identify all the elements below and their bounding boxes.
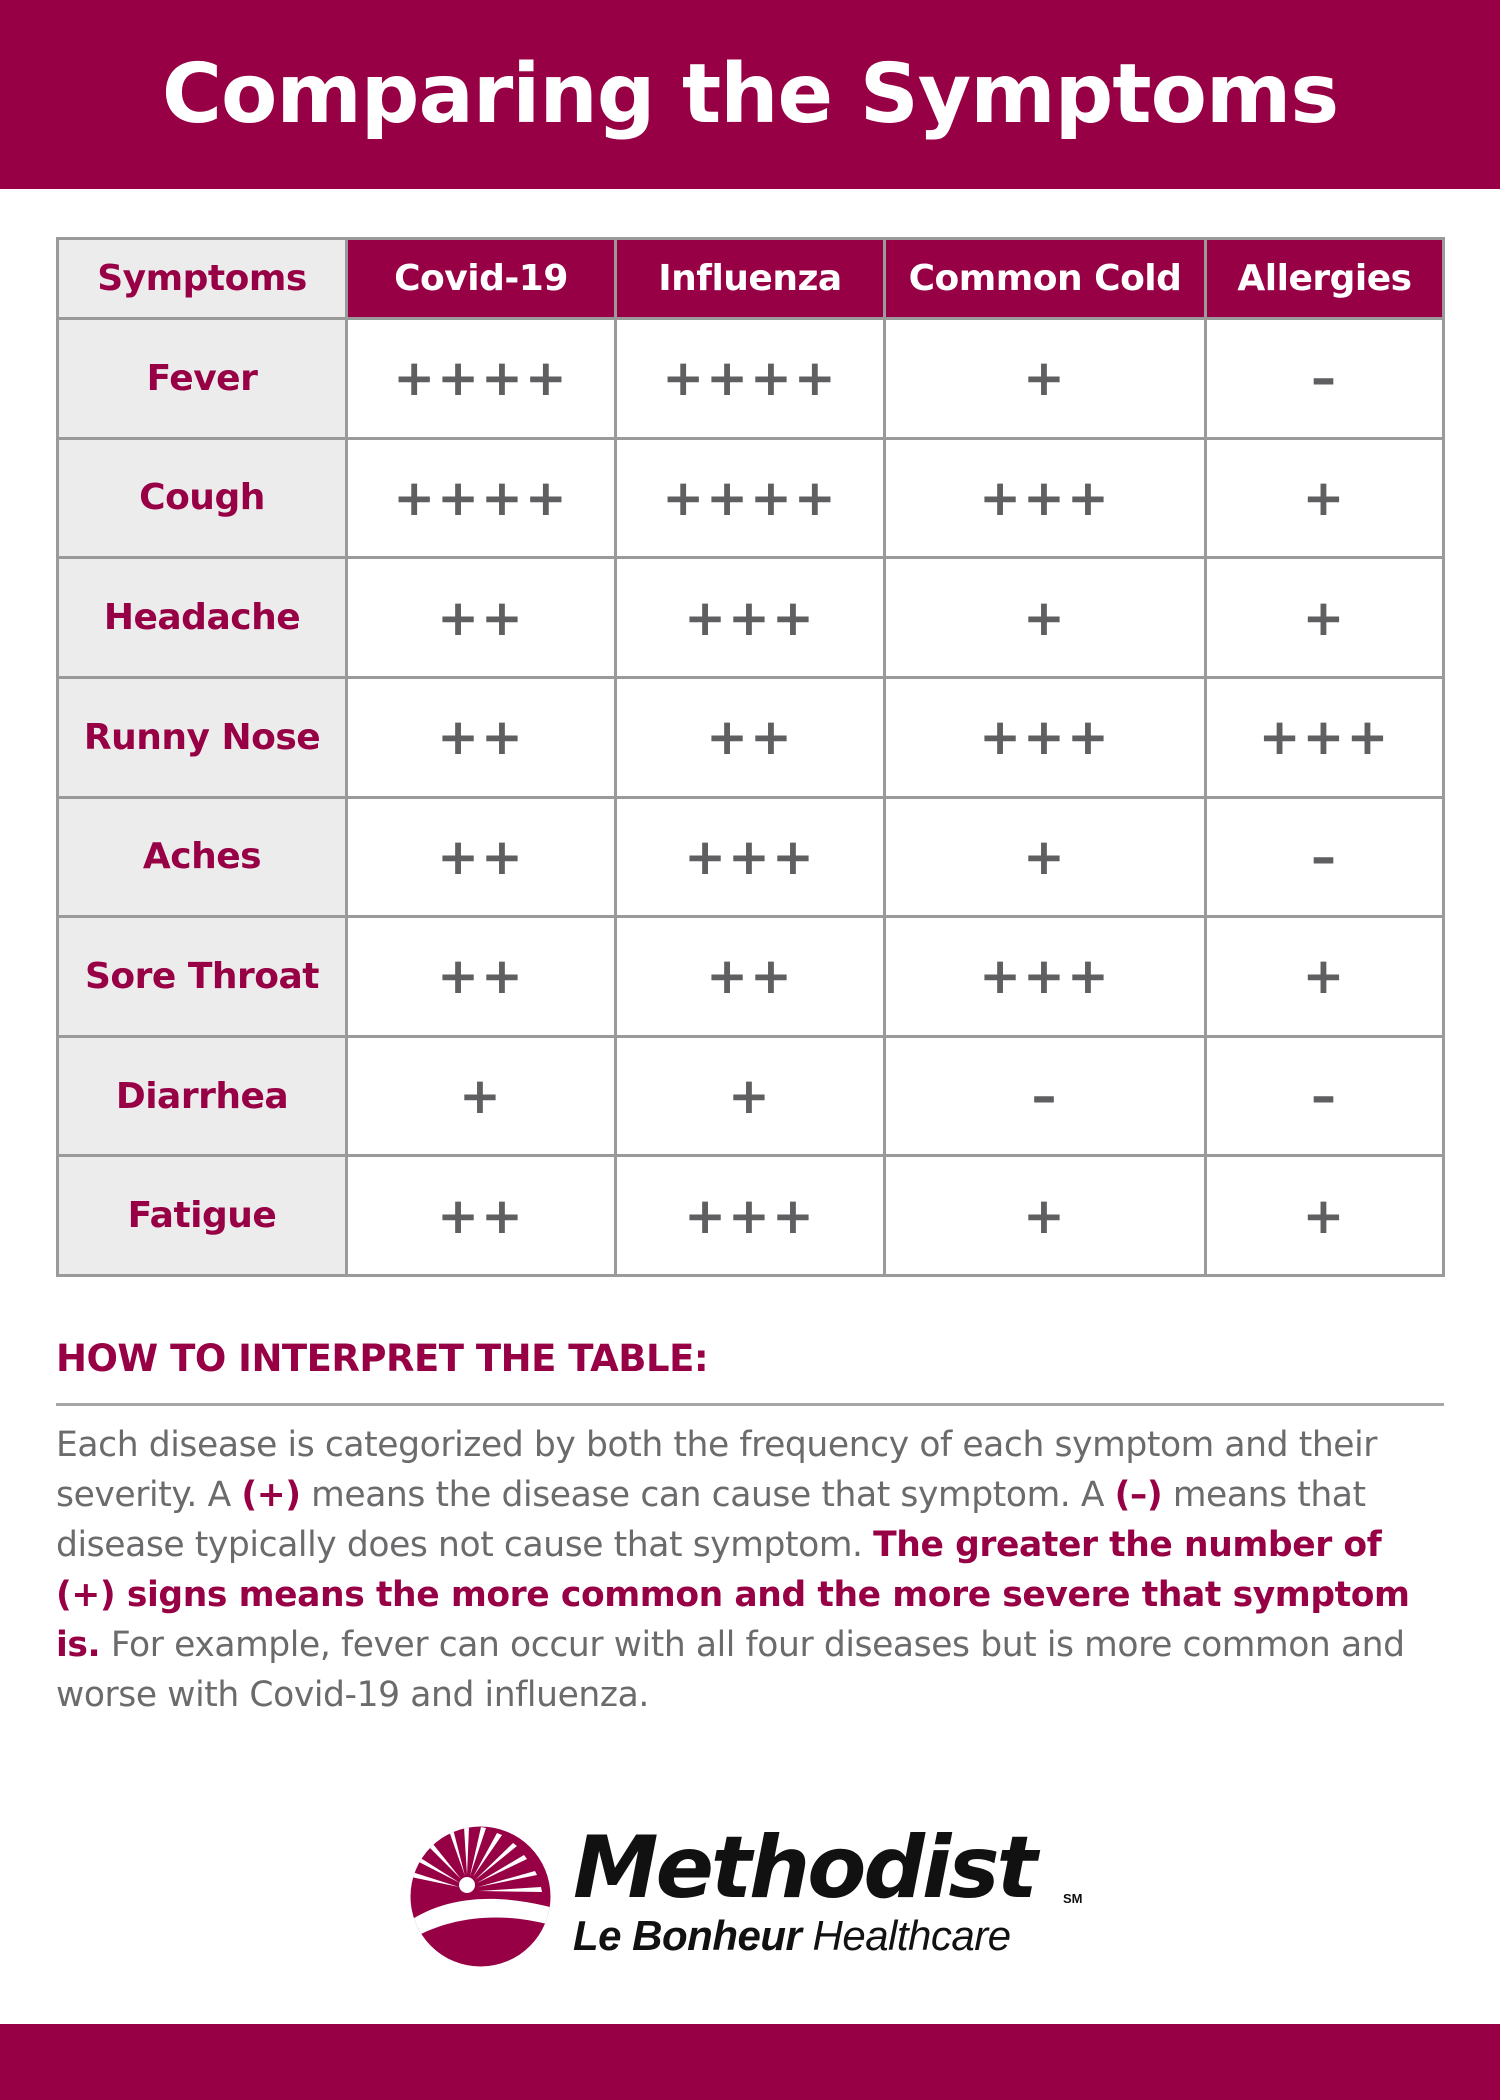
column-header-common-cold: Common Cold [885,239,1206,319]
emphasis-text: The greater the number of (+) signs means the more common and the more severe that symptom is. [56,1525,1410,1665]
severity-cell: + [885,319,1206,439]
row-header: Fatigue [58,1156,347,1276]
severity-cell: +++ [885,917,1206,1037]
text-segment: means that disease typically does not cause that symptom. [56,1475,1366,1565]
table-row-sore-throat [58,917,1444,1037]
severity-cell: + [616,1036,885,1156]
symptoms-table [56,237,1445,1277]
title-banner [0,0,1500,189]
column-header-allergies: Allergies [1206,239,1444,319]
table-header-row [58,239,1444,319]
severity-cell: + [1206,558,1444,678]
interpretation-text [56,1420,1444,1720]
severity-cell: +++ [616,797,885,917]
column-header-influenza: Influenza [616,239,885,319]
sunburst-logo-icon [409,1825,552,1968]
methodist-logo [409,1818,1099,1967]
row-header: Aches [58,797,347,917]
severity-cell: ++++ [347,438,616,558]
interpretation-heading: HOW TO INTERPRET THE TABLE: [56,1340,1444,1406]
severity-cell: +++ [885,438,1206,558]
severity-cell: + [885,558,1206,678]
severity-cell: – [885,1036,1206,1156]
logo-subtitle-bold: Le Bonheur [573,1912,802,1959]
column-header-covid-19: Covid-19 [347,239,616,319]
severity-cell: ++ [347,558,616,678]
severity-cell: +++ [616,558,885,678]
text-segment: For example, fever can occur with all four diseases but is more common and worse with Covid-19 and influenza. [56,1625,1405,1715]
table-row-runny-nose [58,677,1444,797]
severity-cell: + [1206,1156,1444,1276]
symptoms-table-container [56,237,1442,1277]
severity-cell: ++++ [616,319,885,439]
severity-cell: +++ [1206,677,1444,797]
severity-cell: ++++ [347,319,616,439]
logo-subtitle [573,1913,1011,1959]
text-segment: Each disease is categorized by both the frequency of each symptom and their severity. A [56,1425,1378,1515]
logo-service-mark: SM [1063,1891,1083,1906]
row-header: Diarrhea [58,1036,347,1156]
footer-bar [0,2024,1500,2100]
severity-cell: + [885,1156,1206,1276]
row-header: Runny Nose [58,677,347,797]
severity-cell: ++ [347,677,616,797]
severity-cell: + [347,1036,616,1156]
severity-cell: ++ [347,1156,616,1276]
severity-cell: +++ [885,677,1206,797]
column-header-symptoms: Symptoms [58,239,347,319]
row-header: Fever [58,319,347,439]
table-row-cough [58,438,1444,558]
logo-subtitle-regular: Healthcare [801,1912,1011,1959]
severity-cell: ++ [616,677,885,797]
row-header: Cough [58,438,347,558]
table-row-fever [58,319,1444,439]
severity-cell: – [1206,319,1444,439]
row-header: Sore Throat [58,917,347,1037]
severity-cell: ++++ [616,438,885,558]
severity-cell: + [1206,917,1444,1037]
logo-brand-name: Methodist [573,1818,1035,1918]
severity-cell: ++ [616,917,885,1037]
severity-cell: ++ [347,917,616,1037]
table-row-aches [58,797,1444,917]
severity-cell: ++ [347,797,616,917]
text-segment: means the disease can cause that symptom. A [300,1475,1115,1515]
severity-cell: +++ [616,1156,885,1276]
minus-sign-example: (–) [1114,1475,1163,1515]
severity-cell: – [1206,797,1444,917]
severity-cell: – [1206,1036,1444,1156]
table-row-headache [58,558,1444,678]
table-row-fatigue [58,1156,1444,1276]
severity-cell: + [885,797,1206,917]
plus-sign-example: (+) [241,1475,301,1515]
row-header: Headache [58,558,347,678]
severity-cell: + [1206,438,1444,558]
table-row-diarrhea [58,1036,1444,1156]
interpretation-section [56,1337,1444,1720]
page-title: Comparing the Symptoms [161,46,1339,142]
